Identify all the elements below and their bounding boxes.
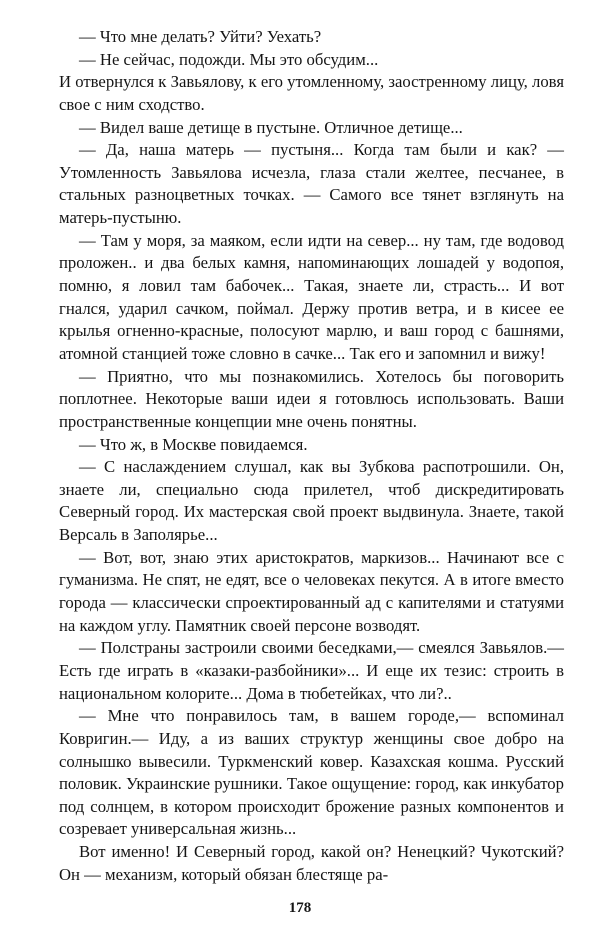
paragraph-3: И отвернулся к Завьялову, к его утомленному, заостренному лицу, ловя свое с ним сходство. <box>59 72 564 114</box>
paragraph-2: — Не сейчас, подожди. Мы это обсудим... <box>79 49 379 69</box>
paragraph-5: — Да, наша матерь — пустыня... Когда там были и как? — Утомленность Завьялова исчезла, глаза стали желтее, песчанее, в стальных разноцветных точках. — Самого все тянет взглянуть на матерь-пустыню. <box>59 140 564 228</box>
paragraph-7: — Приятно, что мы познакомились. Хотелось бы поговорить поплотнее. Некоторые ваши идеи я готовлюсь использовать. Ваши пространственные концепции мне очень понятны. <box>59 366 564 431</box>
paragraph-12: — Мне что понравилось там, в вашем городе,— вспоминал Ковригин.— Иду, а из ваших структур женщины свое добро на солнышко вывесили. Туркменский ковер. Казахская кошма. Русский половик. Украинские рушники. Такое ощущение: город, как инкубатор под солнцем, в котором происходит брожение разных компонентов и созревает универсальная жизнь... <box>59 706 564 839</box>
paragraph-9: — С наслаждением слушал, как вы Зубкова распотрошили. Он, знаете ли, специально сюда прилетел, чтоб дискредитировать Северный город. Их мастерская свой проект выдвинула. Знаете, такой Версаль в Заполярье... <box>59 457 564 545</box>
paragraph-1: — Что мне делать? Уйти? Уехать? <box>79 27 322 46</box>
page-number: 178 <box>288 900 312 916</box>
paragraph-4: — Видел ваше детище в пустыне. Отличное детище... <box>79 117 463 137</box>
paragraph-8: — Что ж, в Москве повидаемся. <box>79 434 308 454</box>
page-body <box>59 26 564 886</box>
paragraph-11: — Полстраны застроили своими беседками,— смеялся Завьялов.— Есть где играть в «казаки-разбойники»... И еще их тезис: строить в национальном колорите... Дома в тюбетейках, что ли?.. <box>59 638 564 703</box>
paragraph-10: — Вот, вот, знаю этих аристократов, маркизов... Начинают все с гуманизма. Не спят, не едят, все о человеках пекутся. А в итоге вместо города — классически спроектированный ад с капителями и статуями на каждом углу. Памятник своей персоне возводят. <box>59 547 564 635</box>
paragraph-6: — Там у моря, за маяком, если идти на север... ну там, где водовод проложен.. и два белых камня, напоминающих лошадей у водопоя, помню, я ловил там бабочек... Такая, знаете ли, страсть... И вот гнался, ударил сачком, поймал. Держу против ветра, и в кисее ее крылья огненно-красные, полосуют марлю, и ваш город с башнями, атомной станцией тоже словно в сачке... Так его и запомнил и вижу! <box>59 230 564 363</box>
paragraph-13: Вот именно! И Северный город, какой он? Ненецкий? Чукотский? Он — механизм, который обязан блестяще ра- <box>59 842 564 884</box>
